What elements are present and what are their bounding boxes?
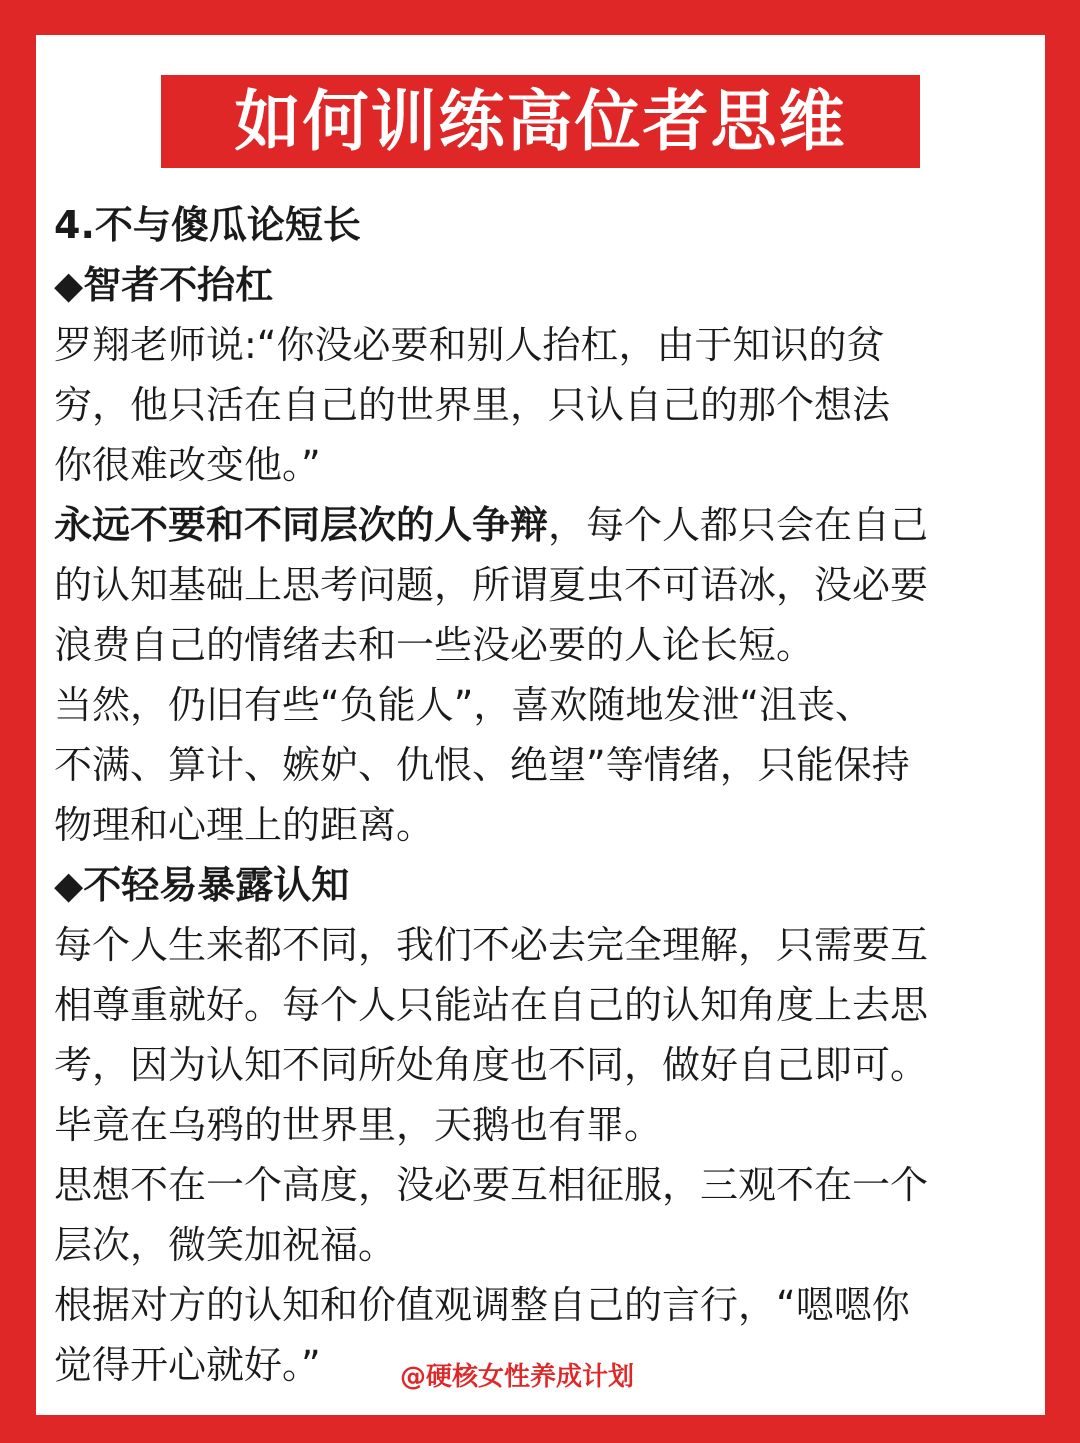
subheading-no-arguing: ◆智者不抬杠 [54,263,274,307]
paragraph-line: 罗翔老师说:“你没必要和别人抬杠，由于知识的贫 [54,323,885,367]
paragraph-line [54,495,1034,555]
paragraph-line: 考，因为认知不同所处角度也不同，做好自己即可。 [54,1043,929,1087]
paragraph-line: 的认知基础上思考问题，所谓夏虫不可语冰，没必要 [54,563,929,607]
subheading-not-exposing-cognition: ◆不轻易暴露认知 [54,863,350,907]
paragraph-line: 浪费自己的情绪去和一些没必要的人论长短。 [54,623,815,667]
paragraph-line: 你很难改变他。” [54,443,321,487]
paragraph-line: 觉得开心就好。” [54,1343,321,1387]
article-body [54,195,1034,1395]
content-card [36,35,1045,1415]
paragraph-line: 不满、算计、嫉妒、仇恨、绝望”等情绪，只能保持 [54,743,910,787]
page-title: 如何训练高位者思维 [234,82,847,160]
paragraph-line: 物理和心理上的距离。 [54,803,435,847]
author-watermark: @硬核女性养成计划 [400,1362,635,1392]
section-heading: 4.不与傻瓜论短长 [54,203,361,247]
paragraph-line: 毕竟在乌鸦的世界里，天鹅也有罪。 [54,1103,663,1147]
paragraph-line: 根据对方的认知和价值观调整自己的言行，“嗯嗯你 [54,1283,910,1327]
paragraph-line: 层次，微笑加祝福。 [54,1223,397,1267]
paragraph-line: 相尊重就好。每个人只能站在自己的认知角度上去思 [54,983,929,1027]
paragraph-line: 穷，他只活在自己的世界里，只认自己的那个想法 [54,383,891,427]
paragraph-line: 每个人生来都不同，我们不必去完全理解，只需要互 [54,923,929,967]
paragraph-text: ，每个人都只会在自己 [548,503,929,547]
paragraph-line: 当然，仍旧有些“负能人”，喜欢随地发泄“沮丧、 [54,683,874,727]
paragraph-line: 思想不在一个高度，没必要互相征服，三观不在一个 [54,1163,929,1207]
emphasis-text: 永远不要和不同层次的人争辩 [54,503,549,547]
title-banner [161,75,920,168]
